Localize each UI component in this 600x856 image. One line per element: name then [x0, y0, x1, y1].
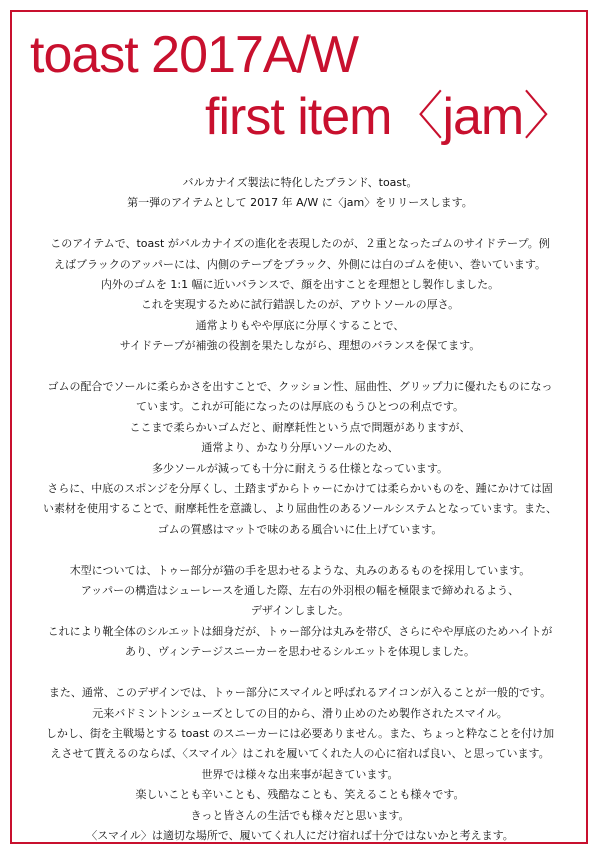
text-line: 通常より、かなり分厚いソールのため、 — [201, 441, 399, 455]
text-line: ています。これが可能になったのは厚底のもうひとつの利点です。 — [135, 400, 465, 414]
text-line: さらに、中底のスポンジを分厚くし、土踏まずからトゥーにかけては柔らかいものを、踵にかけては固 — [47, 482, 553, 496]
text-line: ゴムの質感はマットで味のある風合いに仕上げています。 — [157, 522, 443, 536]
text-line: 世界では様々な出来事が起きています。 — [201, 767, 399, 781]
text-line: 木型については、トゥー部分が猫の手を思わせるような、丸みのあるものを採用しています。 — [69, 563, 531, 577]
paragraph — [40, 377, 560, 540]
text-line: 元来バドミントンシューズとしての目的から、滑り止めのため製作されたスマイル。 — [92, 706, 508, 720]
text-line: これを実現するために試行錯誤したのが、アウトソールの厚さ。 — [140, 298, 460, 312]
text-line: えさせて貰えるのならば、〈スマイル〉はこれを履いてくれた人の心に宿れば良い、と思っています。 — [50, 747, 550, 761]
text-line: また、通常、このデザインでは、トゥー部分にスマイルと呼ばれるアイコンが入ることが一般的です。 — [48, 686, 552, 700]
text-line: えばブラックのアッパーには、内側のテープをブラック、外側には白のゴムを使い、巻いています。 — [54, 257, 546, 271]
text-line: 内外のゴムを 1:1 幅に近いバランスで、顔を出すことを理想とし製作しました。 — [100, 278, 500, 292]
text-line: アッパーの構造はシューレースを通した際、左右の外羽根の幅を極限まで締めれるよう、 — [80, 584, 520, 598]
title-line-1: toast 2017A/W — [30, 26, 359, 84]
text-line: しかし、街を主戦場とする toast のスニーカーには必要ありません。また、ちょっと粋なことを付け加 — [45, 726, 555, 740]
paragraph — [40, 683, 560, 846]
title-line-2: first item〈jam〉 — [205, 88, 575, 146]
paragraph — [40, 173, 560, 214]
text-line: あり、ヴィンテージスニーカーを思わせるシルエットを体現しました。 — [124, 645, 476, 659]
text-line: バルカナイズ製法に特化したブランド、toast。 — [182, 176, 418, 189]
text-line: ここまで柔らかいゴムだと、耐摩耗性という点で問題がありますが、 — [129, 420, 471, 434]
paragraph — [40, 234, 560, 356]
text-line: 楽しいことも辛いことも、残酷なことも、笑えることも様々です。 — [135, 788, 465, 802]
text-line: 〈スマイル〉は適切な場所で、履いてくれ人にだけ宿れば十分ではないかと考えます。 — [86, 828, 514, 842]
text-line: これにより靴全体のシルエットは細身だが、トゥー部分は丸みを帯び、さらにやや厚底のためハイトが — [47, 624, 553, 638]
text-line: きっと皆さんの生活でも様々だと思います。 — [190, 808, 410, 822]
text-line: サイドテープが補強の役割を果たしながら、理想のバランスを保てます。 — [119, 339, 481, 353]
text-line: このアイテムで、toast がバルカナイズの進化を表現したのが、２重となったゴムのサイドテープ。例 — [50, 237, 550, 251]
text-line: デザインしました。 — [250, 604, 350, 618]
text-line: ゴムの配合でソールに柔らかさを出すことで、クッション性、屈曲性、グリップ力に優れたものになっ — [47, 380, 553, 394]
text-line: 多少ソールが減っても十分に耐えうる仕様となっています。 — [152, 461, 448, 475]
paragraph — [40, 561, 560, 663]
text-line: 第一弾のアイテムとして 2017 年 A/W に〈jam〉をリリースします。 — [127, 196, 473, 210]
text-line: い素材を使用することで、耐摩耗性を意識し、より屈曲性のあるソールシステムとなっています。また、 — [42, 502, 558, 516]
text-line: 通常よりもやや厚底に分厚くすることで、 — [195, 318, 405, 332]
body-text — [40, 173, 560, 846]
